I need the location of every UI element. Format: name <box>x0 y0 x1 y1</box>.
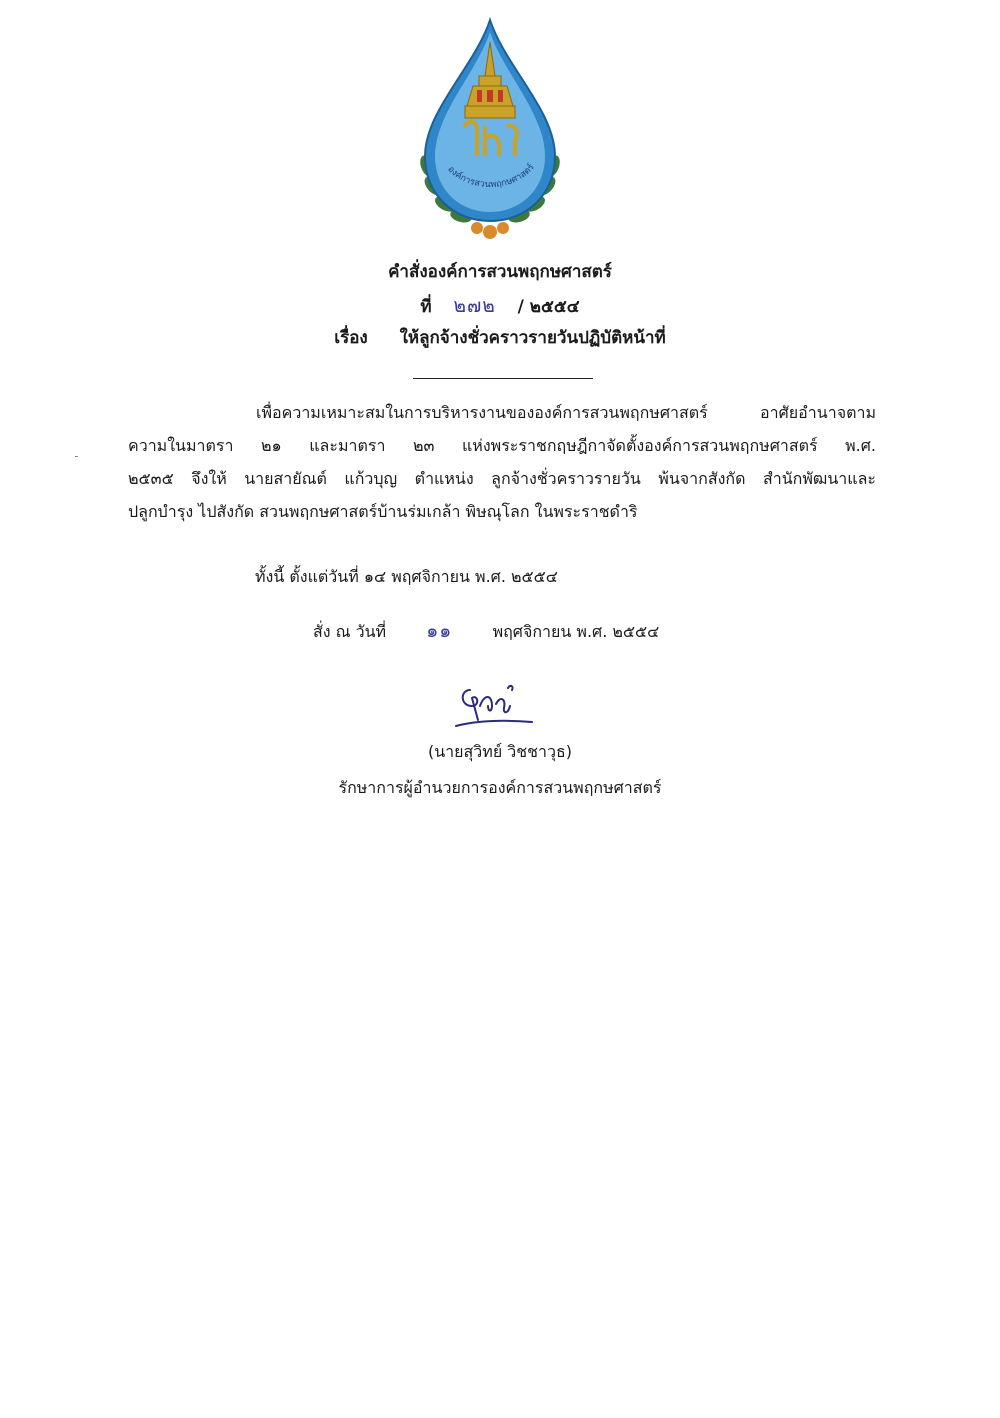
order-year: ๒๕๕๔ <box>529 297 580 317</box>
body-line: เพื่อความเหมาะสมในการบริหารงานขององค์การสวนพฤกษศาสตร์ อาศัยอำนาจตาม <box>256 403 876 422</box>
body-paragraph <box>128 396 876 528</box>
ordered-month-year: พฤศจิกายน พ.ศ. ๒๕๕๔ <box>492 622 660 641</box>
number-prefix: ที่ <box>420 297 432 317</box>
order-number-line <box>0 291 1000 321</box>
signer-position: รักษาการผู้อำนวยการองค์การสวนพฤกษศาสตร์ <box>338 778 662 797</box>
handwritten-signature <box>448 676 538 746</box>
organization-emblem-logo <box>415 16 565 246</box>
body-line: ๒๕๓๕ จึงให้ นายสายัณต์ แก้วบุญ ตำแหน่ง ลูกจ้างชั่วคราวรายวัน พ้นจากสังกัด สำนักพัฒนาและ <box>128 469 877 488</box>
ordered-date-line <box>313 616 659 646</box>
subject-line <box>0 324 1000 351</box>
title-divider <box>413 378 593 379</box>
ordered-prefix: สั่ง ณ วันที่ <box>313 622 387 641</box>
subject-label: เรื่อง <box>334 328 368 348</box>
signer-name: (นายสุวิทย์ วิชชาวุธ) <box>428 742 572 761</box>
body-line: ความในมาตรา ๒๑ และมาตรา ๒๓ แห่งพระราชกฤษฎีกาจัดตั้งองค์การสวนพฤกษศาสตร์ พ.ศ. <box>128 436 876 455</box>
number-separator: / <box>517 297 524 317</box>
ordered-day: ๑๑ <box>426 620 453 642</box>
margin-mark <box>75 456 78 457</box>
subject-text: ให้ลูกจ้างชั่วคราวรายวันปฏิบัติหน้าที่ <box>399 328 666 348</box>
effective-date: ทั้งนี้ ตั้งแต่วันที่ ๑๔ พฤศจิกายน พ.ศ. ๒๕๕๔ <box>255 567 558 586</box>
emblem-text: องค์การสวนพฤกษศาสตร์ <box>445 162 537 191</box>
body-line: ปลูกบำรุง ไปสังกัด สวนพฤกษศาสตร์บ้านร่มเกล้า พิษณุโลก ในพระราชดำริ <box>128 502 638 521</box>
order-number: ๒๗๒ <box>453 295 496 317</box>
order-title: คำสั่งองค์การสวนพฤกษศาสตร์ <box>388 262 612 282</box>
